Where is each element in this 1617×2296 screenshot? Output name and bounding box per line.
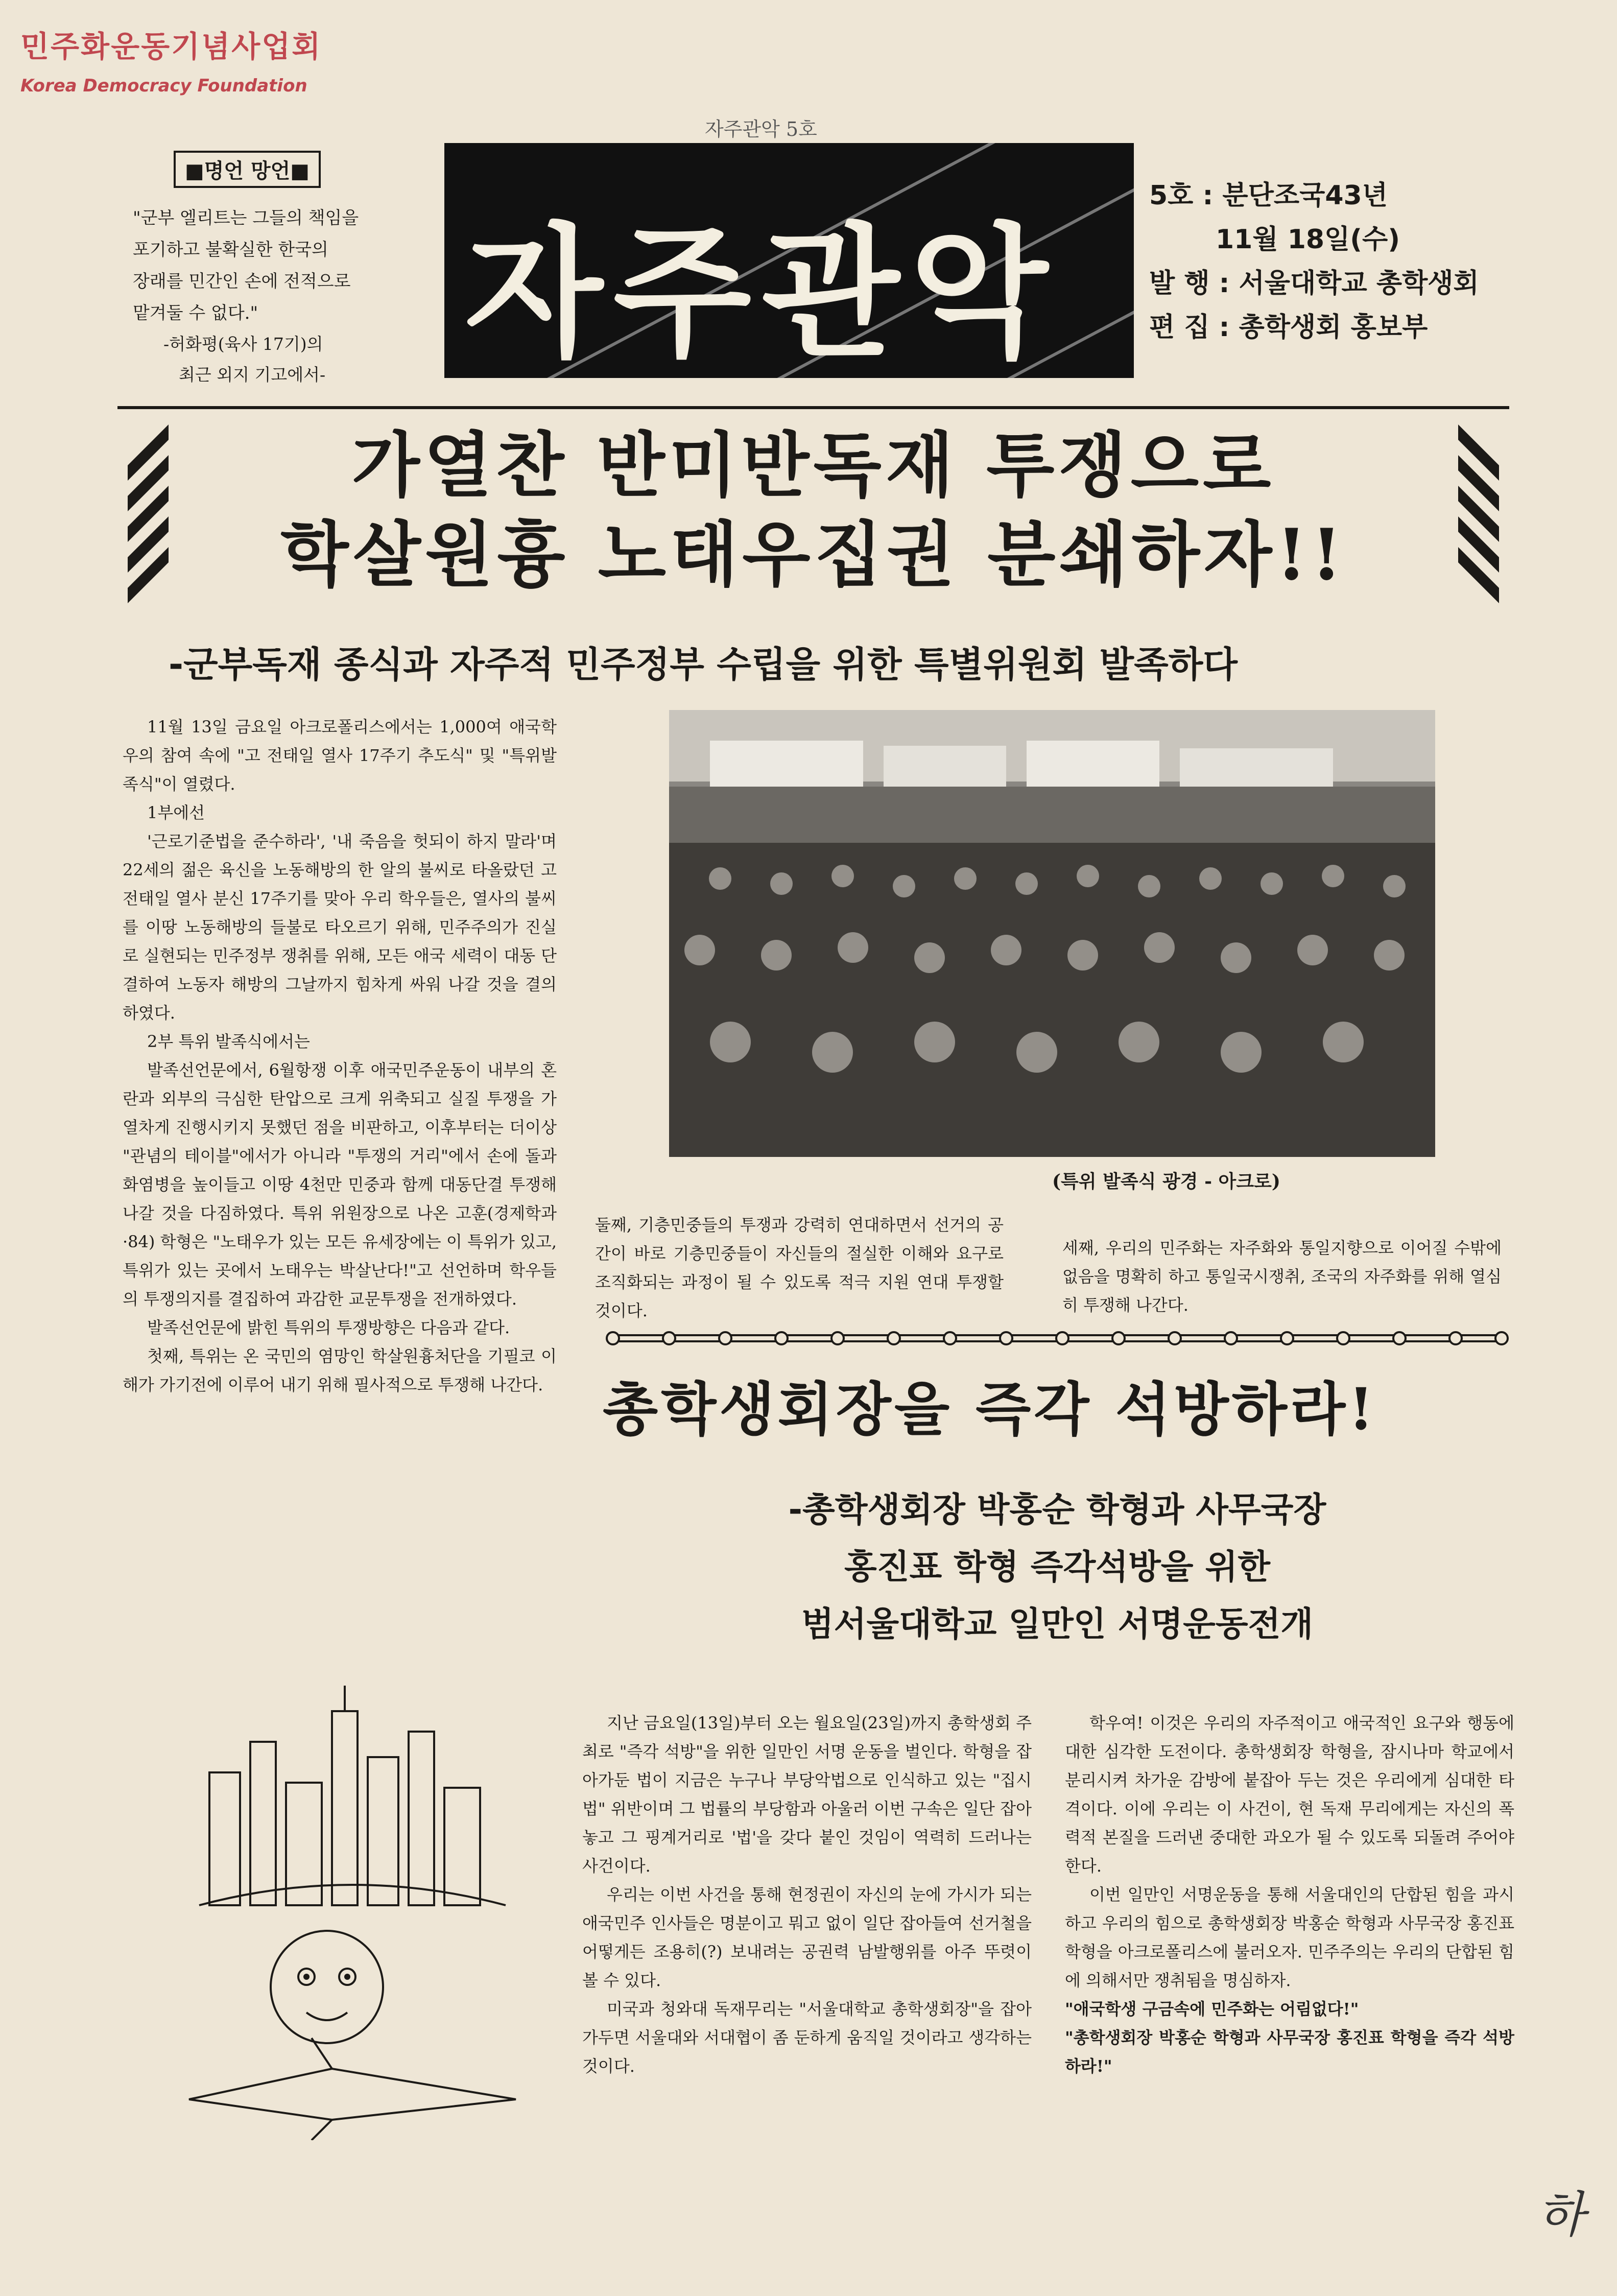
masthead-title: 자주관악 bbox=[465, 210, 1058, 377]
cartoon-illustration bbox=[179, 1680, 526, 2140]
article1-paragraph: 첫째, 특위는 온 국민의 염망인 학살원흉처단을 기필코 이 해가 가기전에 이루어 내기 위해 필사적으로 투쟁해 나간다. bbox=[123, 1346, 557, 1394]
issue-number: 5호 : 분단조국43년 bbox=[1149, 180, 1388, 211]
article2-slogan: "애국학생 구금속에 민주화는 어림없다!" bbox=[1065, 1999, 1359, 2019]
issue-editor: 편 집 : 총학생회 홍보부 bbox=[1149, 312, 1428, 343]
article1-paragraph: 발족선언문에서, 6월항쟁 이후 애국민주운동이 내부의 혼란과 외부의 극심한 탄압으로 크게 위축되고 실질 투쟁을 가열차게 진행시키지 못했던 점을 비판하고, 이후부터는 더이상 "관념의 테이블"에서가 아니라 "투쟁의 거리"에서 손에 돌과 화염병을 높이들고 이땅 4천만 민중과 함께 대동단결 투쟁해 나갈 것을 다짐하였다. 특위 위원장으로 나온 고훈(경제학과·84) 학형은 "노태우가 있는 모든 유세장에는 이 특위가 있고, 특위가 있는 곳에서 노태우는 박살난다!"고 선언하며 학우들의 투쟁의지를 결집하여 과감한 교문투쟁을 전개하였다. bbox=[123, 1060, 557, 1309]
quote-line: 맡겨둘 수 없다." bbox=[133, 303, 258, 323]
article2-subheadline bbox=[603, 1481, 1512, 1653]
quote-line: 장래를 민간인 손에 전적으로 bbox=[133, 271, 351, 292]
headline-line2: 학살원흉 노태우집권 분쇄하자!! bbox=[280, 513, 1346, 596]
rally-photo bbox=[669, 710, 1435, 1157]
article2-headline: 총학생회장을 즉각 석방하라! bbox=[603, 1376, 1377, 1443]
subheadline: -군부독재 종식과 자주적 민주정부 수립을 위한 특별위원회 발족하다 bbox=[169, 644, 1238, 685]
quote-label: ■명언 망언■ bbox=[174, 151, 321, 188]
quote-source bbox=[123, 329, 409, 390]
article2-paragraph: 이번 일만인 서명운동을 통해 서울대인의 단합된 힘을 과시하고 우리의 힘으로 총학생회장 박홍순 학형과 사무국장 홍진표 학형을 아크로폴리스에 불러오자. 민주주의는 우리의 단합된 힘에 의해서만 쟁취됨을 명심하자. bbox=[1065, 1885, 1514, 1990]
article2-sub-line: -총학생회장 박홍순 학형과 사무국장 bbox=[788, 1490, 1326, 1529]
article1-paragraph: '근로기준법을 준수하라', '내 죽음을 헛되이 하지 말라'며 22세의 젊은 육신을 노동해방의 한 알의 불씨로 타올랐던 고 전태일 열사 분신 17주기를 맞아 우리 학우들은, 열사의 불씨를 이땅 노동해방의 들불로 타오르기 위해, 민주주의가 진실로 실현되는 민주정부 쟁취를 위해, 모든 애국 세력이 대동 단결하여 노동자 해방의 그날까지 힘차게 싸워 나갈 것을 결의하였다. bbox=[123, 832, 557, 1023]
rally-photo-image bbox=[669, 710, 1435, 1157]
article1-column bbox=[123, 713, 557, 1399]
quote-source-line: 최근 외지 기고에서- bbox=[179, 365, 326, 385]
article2-paragraph: 학우여! 이것은 우리의 자주적이고 애국적인 요구와 행동에 대한 심각한 도전이다. 총학생회장 학형을, 잠시나마 학교에서 분리시켜 차가운 감방에 붙잡아 두는 것은 우리에게 심대한 타격이다. 이에 우리는 이 사건이, 현 독재 무리에게는 자신의 폭력적 본질을 드러낸 중대한 과오가 될 수 있도록 되돌려 주어야 한다. bbox=[1065, 1713, 1514, 1876]
issue-info bbox=[1149, 174, 1479, 349]
article1-second-point: 둘째, 기층민중들의 투쟁과 강력히 연대하면서 선거의 공간이 바로 기층민중들이 자신들의 절실한 이해와 요구로 조직화되는 과정이 될 수 있도록 적극 지원 연대 투쟁할 것이다. bbox=[595, 1215, 1004, 1320]
watermark-korean: 민주화운동기념사업회 bbox=[20, 29, 322, 64]
issue-publisher: 발 행 : 서울대학교 총학생회 bbox=[1149, 268, 1479, 299]
headline-banner bbox=[117, 406, 1509, 619]
issue-date: 11월 18일(수) bbox=[1216, 224, 1400, 255]
photo-caption: (특위 발족식 광경 - 아크로) bbox=[1052, 1171, 1280, 1192]
article1-paragraph: 발족선언문에 밝힌 특위의 투쟁방향은 다음과 같다. bbox=[147, 1318, 510, 1337]
article1-third-point: 세째, 우리의 민주화는 자주화와 통일지향으로 이어질 수밖에 없음을 명확히 하고 통일국시쟁취, 조국의 자주화를 위해 열심히 투쟁해 나간다. bbox=[1062, 1238, 1502, 1315]
article2-paragraph: 지난 금요일(13일)부터 오는 월요일(23일)까지 총학생회 주최로 "즉각 석방"을 위한 일만인 서명 운동을 벌인다. 학형을 잡아가둔 법이 지금은 누구나 부당악법으로 인식하고 있는 "집시법" 위반이며 그 법률의 부당함과 아울러 이번 구속은 일단 잡아놓고 그 핑계거리로 '법'을 갖다 붙인 것임이 역력히 드러나는 사건이다. bbox=[582, 1713, 1032, 1876]
article2-column-1 bbox=[582, 1709, 1032, 2080]
article2-sub-line: 홍진표 학형 즉각석방을 위한 bbox=[844, 1547, 1270, 1587]
article1-paragraph: 1부에선 bbox=[147, 803, 205, 822]
quote-line: 포기하고 불확실한 한국의 bbox=[133, 240, 328, 260]
article2-paragraph: 미국과 청와대 독재무리는 "서울대학교 총학생회장"을 잡아 가두면 서울대와 서대협이 좀 둔하게 움직일 것이라고 생각하는 것이다. bbox=[582, 1999, 1032, 2076]
article2-sub-line: 범서울대학교 일만인 서명운동전개 bbox=[801, 1604, 1314, 1644]
quote-text bbox=[123, 202, 409, 329]
article2-paragraph: 우리는 이번 사건을 통해 현정권이 자신의 눈에 가시가 되는 애국민주 인사들은 명분이고 뭐고 없이 일단 잡아들여 선거철을 어떻게든 조용히(?) 보내려는 공권력 남발행위를 아주 뚜렷이 볼 수 있다. bbox=[582, 1885, 1032, 1990]
handwritten-margin-mark: 하 bbox=[1537, 2186, 1585, 2243]
headline-line1: 가열찬 반미반독재 투쟁으로 bbox=[351, 423, 1275, 507]
quote-box bbox=[123, 151, 409, 385]
article2-slogan: "총학생회장 박홍순 학형과 사무국장 홍진표 학형을 즉각 석방하라!" bbox=[1065, 2028, 1514, 2076]
watermark-english: Korea Democracy Foundation bbox=[20, 76, 307, 96]
masthead bbox=[444, 143, 1134, 378]
running-header: 자주관악 5호 bbox=[705, 118, 817, 140]
article1-paragraph: 11월 13일 금요일 아크로폴리스에서는 1,000여 애국학우의 참여 속에 "고 전태일 열사 17주기 추도식" 및 "특위발족식"이 열렸다. bbox=[123, 717, 557, 794]
article2-column-2 bbox=[1065, 1709, 1514, 2080]
quote-line: "군부 엘리트는 그들의 책임을 bbox=[133, 208, 359, 228]
quote-source-line: -허화평(육사 17기)의 bbox=[163, 334, 323, 354]
ornamental-divider bbox=[603, 1328, 1512, 1348]
article1-paragraph: 2부 특위 발족식에서는 bbox=[147, 1032, 310, 1051]
